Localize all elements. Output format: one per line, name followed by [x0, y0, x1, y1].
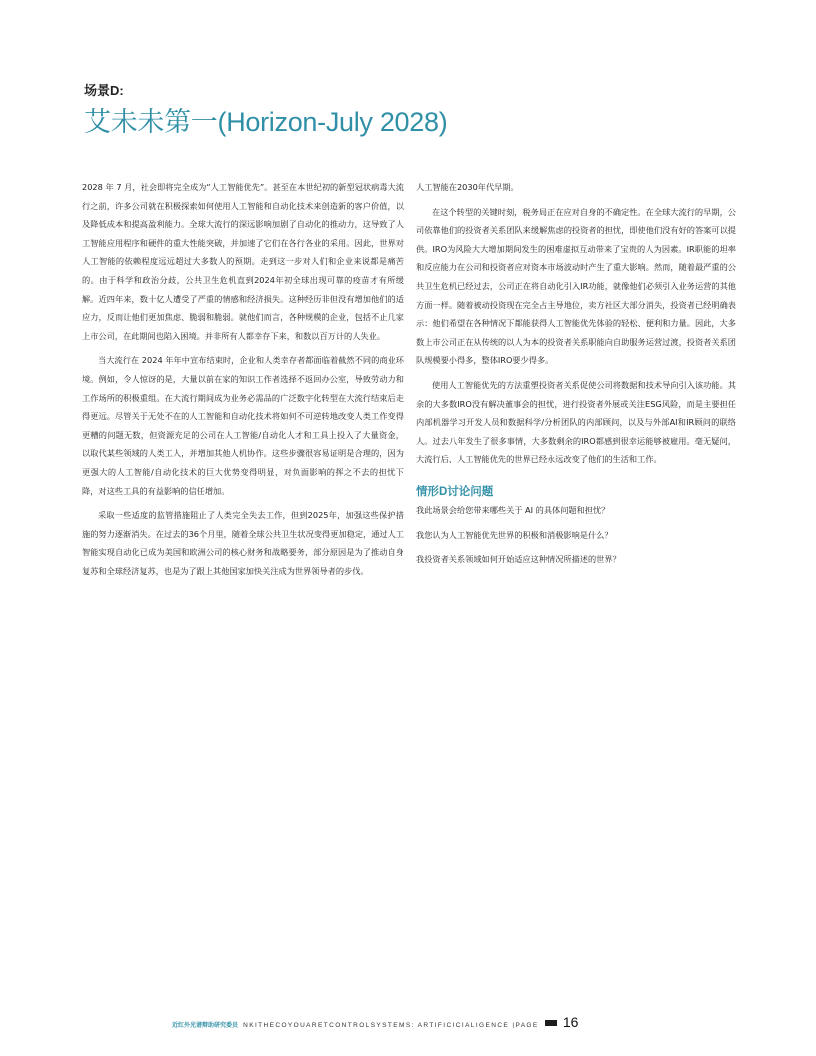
- scenario-title: 艾未未第一(Horizon-July 2028): [84, 107, 448, 137]
- body-paragraph: 2028 年 7 月，社会即将完全成为“人工智能优先”。甚至在本世纪初的新型冠状病毒大流行之前，许多公司就在积极探索如何使用人工智能和自动化技术来创造新的客户价值，以及降低成本和提高盈利能力。全球大流行的深远影响加剧了自动化的推动力，这导致了人工智能应用程序和硬件的重大性能突破，并加速了它们在各行各业的采用。因此，世界对人工智能的依赖程度远远超过大多数人的预期。走到这一步对人们和企业来说都是痛苦的。由于科学和政治分歧，公共卫生危机直到2024年初全球出现可靠的疫苗才有所缓解。近四年来，数十亿人遭受了严重的情感和经济损失。这种经历非但没有增加他们的适应力，反而让他们更加焦虑、脆弱和脆弱。就他们而言，各种规模的企业，包括不止几家上市公司，在此期间也陷入困境。并非所有人都幸存下来，和数以百万计的人失业。: [82, 182, 404, 341]
- footer-publisher: 近红外光谱辩助研究委员: [172, 1022, 239, 1028]
- body-paragraph: 在这个转型的关键时刻，税务局正在应对自身的不确定性。在全球大流行的早期，公司依靠他们的投资者关系团队来缓解焦虑的投资者的担忧，即使他们没有好的答案可以提供。IRO为风险大大增加期间发生的困难虚拟互动带来了宝贵的人为因素。IR职能的坦率和反应能力在公司和投资者应对资本市场波动时产生了重大影响。然而，随着最严重的公共卫生危机已经过去，公司正在将自动化引入IR功能，就像他们必须引入业务运营的其他方面一样。随着被动投资现在完全占主导地位，卖方社区大部分消失，投资者已经明确表示：他们希望在各种情况下都能获得人工智能优先体验的轻松、便利和力量。因此，大多数上市公司正在从传统的以人为本的投资者关系职能向自助服务运营过渡，投资者关系团队规模要小得多，整体IRO要少得多。: [416, 206, 736, 366]
- discussion-question: 我您认为人工智能优先世界的积极和消极影响是什么？: [416, 529, 613, 540]
- body-paragraph: 当大流行在 2024 年年中宣布结束时，企业和人类幸存者都面临着截然不同的商业环境。例如，令人惊讶的是，大量以前在家的知识工作者选择不返回办公室，导致劳动力和工作场所的积极重组。在大流行期间成为业务必需品的广泛数字化转型在大流行结束后走得更远。尽管关于无处不在的人工智能和自动化技术将如何不可逆转地改变人类工作变得更糟的问题无数，但资源充足的公司在人工智能/自动化人才和工具上投入了大量资金，以取代某些领域的人类工人，并增加其他人机协作。这些步骤很容易证明是合理的，因为更强大的人工智能/自动化技术的巨大优势变得明显，对负面影响的挥之不去的担忧下降，对这些工具的有益影响的信任增加。: [82, 355, 404, 496]
- footer-marker-icon: [545, 1020, 557, 1026]
- discussion-question: 我此场景会给您带来哪些关于 AI 的具体问题和担忧？: [416, 504, 610, 515]
- right-column: [416, 178, 736, 575]
- discussion-question: 我投资者关系领域如何开始适应这种情况所描述的世界？: [416, 554, 621, 565]
- body-paragraph: 采取一些适度的监管措施阻止了人类完全失去工作，但到2025年，加强这些保护措施的努力逐渐消失。在过去的36个月里，随着全球公共卫生状况变得更加稳定，通过人工智能实现自动化已成为美国和欧洲公司的核心财务和战略要务，部分原因是为了推动自身复苏和全球经济复苏，也是为了跟上其他国家加快关注成为世界领导者的步伐。: [82, 510, 404, 576]
- body-paragraph: 使用人工智能优先的方法重塑投资者关系促使公司将数据和技术导向引入该功能。其余的大多数IRO没有解决董事会的担忧，进行投资者外展或关注ESG风险，而是主要担任内部机器学习开发人员和数据科学/分析团队的内部顾问，以及与外部AI和IR顾问的联络人。过去八年发生了很多事情，大多数剩余的IRO都感到很幸运能够被雇用。毫无疑问，大流行后、人工智能优先的世界已经永远改变了他们的生活和工作。: [416, 379, 736, 465]
- footer-series-title: NKITHECOYOUARETCONTROLSYSTEMS: ARTIFICICIALIGENCE |PAGE: [243, 1022, 539, 1028]
- discussion-questions-heading: 情形D讨论问题: [416, 485, 494, 498]
- page-footer: [172, 1012, 646, 1028]
- body-paragraph: 人工智能在2030年代早期。: [416, 182, 519, 192]
- page-number: 16: [562, 1014, 579, 1028]
- left-column: [82, 178, 404, 586]
- scenario-kicker: 场景D:: [84, 83, 124, 98]
